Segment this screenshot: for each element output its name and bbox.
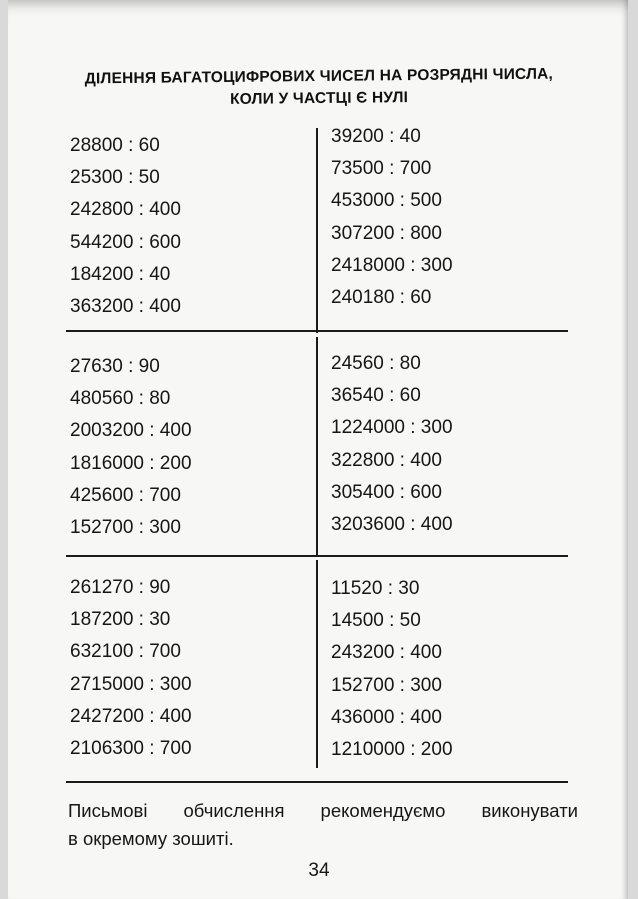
division-exercise: 453000 : 500 — [331, 190, 442, 212]
column-divider — [316, 560, 318, 768]
division-exercise: 152700 : 300 — [331, 674, 442, 696]
exercise-column-right — [331, 573, 453, 766]
page-number: 34 — [308, 860, 330, 881]
division-exercise: 2003200 : 400 — [70, 420, 192, 442]
division-exercise: 363200 : 400 — [70, 296, 181, 318]
division-exercise: 28800 : 60 — [70, 135, 160, 156]
page-title — [0, 63, 638, 114]
division-exercise: 2106300 : 700 — [70, 738, 192, 760]
division-exercise: 152700 : 300 — [70, 517, 181, 539]
division-exercise: 14500 : 50 — [331, 610, 421, 632]
column-divider — [316, 337, 318, 556]
division-exercise: 184200 : 40 — [70, 263, 171, 285]
note-line-1: Письмові обчислення рекомендуємо виконувати — [68, 800, 578, 821]
column-divider — [316, 128, 318, 333]
division-exercise: 436000 : 400 — [331, 706, 442, 728]
division-exercise: 544200 : 600 — [70, 231, 181, 253]
division-exercise: 632100 : 700 — [70, 641, 181, 663]
recommendation-note — [68, 797, 578, 853]
exercise-column-right — [331, 348, 453, 541]
division-exercise: 243200 : 400 — [331, 642, 442, 664]
division-exercise: 261270 : 90 — [70, 577, 171, 598]
division-exercise: 1210000 : 200 — [331, 739, 453, 761]
exercise-column-left — [70, 351, 192, 544]
division-exercise: 73500 : 700 — [331, 158, 432, 180]
division-exercise: 480560 : 80 — [70, 388, 171, 410]
division-exercise: 240180 : 60 — [331, 287, 432, 309]
section-separator — [66, 555, 568, 557]
section-separator — [66, 781, 568, 783]
division-exercise: 242800 : 400 — [70, 199, 181, 221]
section-separator — [66, 330, 568, 332]
title-line-2: КОЛИ У ЧАСТЦІ Є НУЛІ — [229, 89, 409, 108]
division-exercise: 11520 : 30 — [331, 578, 420, 599]
division-exercise: 24560 : 80 — [331, 353, 421, 374]
title-line-1: ДІЛЕННЯ БАГАТОЦИФРОВИХ ЧИСЕЛ НА РОЗРЯДНІ ЧИСЛА, — [84, 65, 554, 88]
division-exercise: 1816000 : 200 — [70, 452, 192, 474]
division-exercise: 322800 : 400 — [331, 449, 442, 471]
division-exercise: 307200 : 800 — [331, 222, 442, 244]
division-exercise: 3203600 : 400 — [331, 514, 453, 536]
division-exercise: 1224000 : 300 — [331, 417, 453, 439]
division-exercise: 187200 : 30 — [70, 609, 171, 631]
division-exercise: 425600 : 700 — [70, 484, 181, 506]
exercise-column-left — [70, 572, 192, 765]
division-exercise: 39200 : 40 — [331, 126, 421, 147]
division-exercise: 2427200 : 400 — [70, 705, 192, 727]
division-exercise: 27630 : 90 — [70, 356, 160, 377]
division-exercise: 36540 : 60 — [331, 385, 421, 407]
exercise-column-right — [331, 121, 453, 314]
exercise-column-left — [70, 130, 181, 323]
division-exercise: 2418000 : 300 — [331, 254, 453, 276]
division-exercise: 25300 : 50 — [70, 167, 160, 189]
division-exercise: 2715000 : 300 — [70, 673, 192, 695]
division-exercise: 305400 : 600 — [331, 481, 442, 503]
note-line-2: в окремому зошиті. — [68, 828, 234, 849]
